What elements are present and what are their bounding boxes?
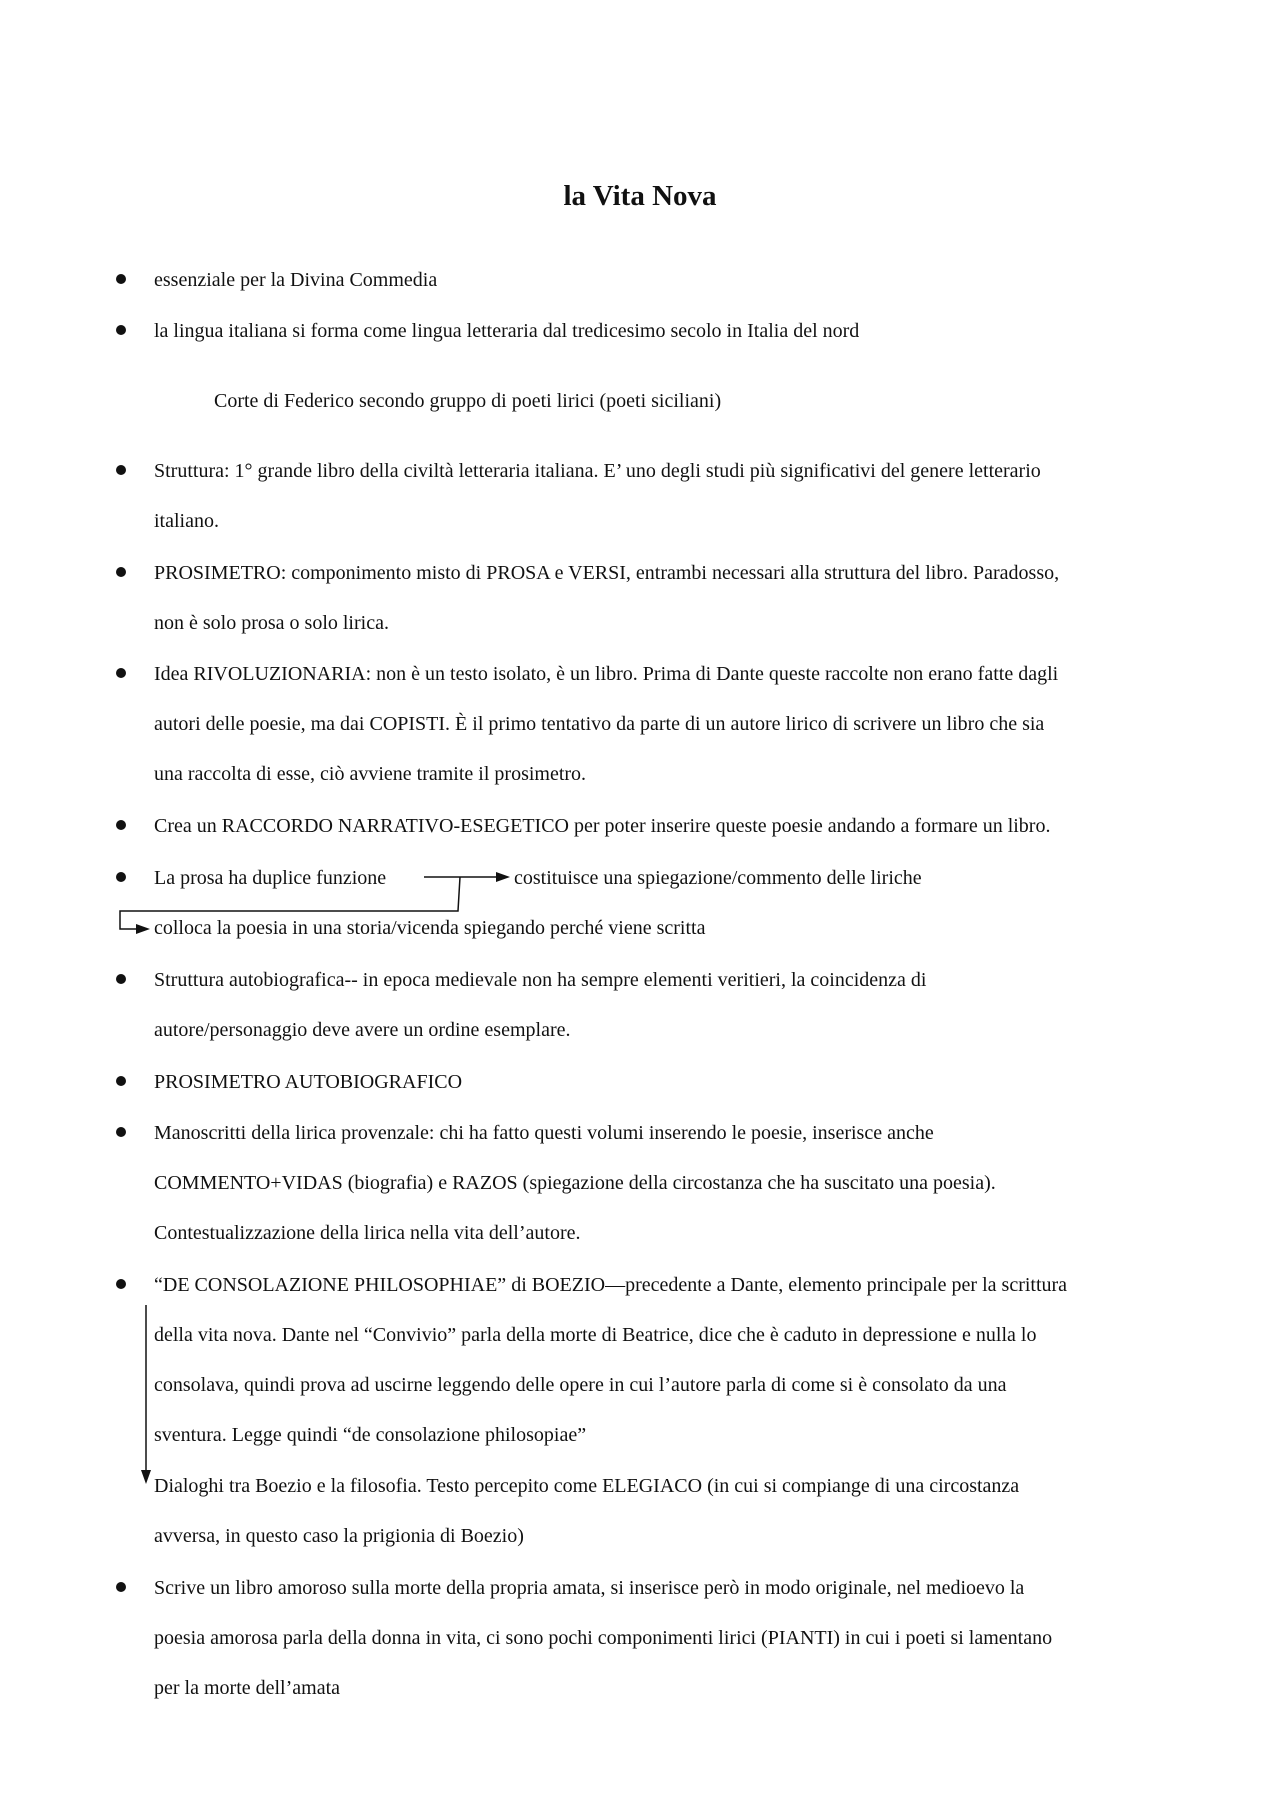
arrowhead-icon bbox=[496, 872, 510, 882]
text-line: colloca la poesia in una storia/vicenda spiegando perché viene scritta bbox=[154, 917, 706, 939]
text-line: “DE CONSOLAZIONE PHILOSOPHIAE” di BOEZIO—precedente a Dante, elemento principale per la scrittura bbox=[154, 1274, 1068, 1296]
text-line: PROSIMETRO: componimento misto di PROSA e VERSI, entrambi necessari alla struttura del libro. Paradosso, bbox=[154, 562, 1060, 584]
text-line: costituisce una spiegazione/commento delle liriche bbox=[514, 867, 922, 889]
arrowhead-icon bbox=[136, 924, 150, 934]
text-line: la lingua italiana si forma come lingua letteraria dal tredicesimo secolo in Italia del nord bbox=[154, 320, 860, 342]
branch-connector-icon bbox=[120, 877, 460, 929]
page-title: la Vita Nova bbox=[563, 180, 717, 212]
text-line: una raccolta di esse, ciò avviene tramite il prosimetro. bbox=[154, 763, 587, 785]
text-line: Scrive un libro amoroso sulla morte della propria amata, si inserisce però in modo originale, nel medioevo la bbox=[154, 1577, 1025, 1599]
text-line: Dialoghi tra Boezio e la filosofia. Testo percepito come ELEGIACO (in cui si compiange di una circostanza bbox=[154, 1475, 1020, 1497]
text-line: Struttura autobiografica-- in epoca medievale non ha sempre elementi veritieri, la coincidenza di bbox=[154, 969, 927, 991]
text-line: Struttura: 1° grande libro della civiltà letteraria italiana. E’ uno degli studi più significativi del genere letterario bbox=[154, 460, 1041, 482]
text-line: autore/personaggio deve avere un ordine esemplare. bbox=[154, 1019, 571, 1041]
text-line: Crea un RACCORDO NARRATIVO-ESEGETICO per poter inserire queste poesie andando a formare un libro. bbox=[154, 815, 1051, 837]
text-line: per la morte dell’amata bbox=[154, 1677, 341, 1699]
text-line: Idea RIVOLUZIONARIA: non è un testo isolato, è un libro. Prima di Dante queste raccolte non erano fatte dagli bbox=[154, 663, 1059, 685]
text-line: essenziale per la Divina Commedia bbox=[154, 269, 438, 291]
text-line: della vita nova. Dante nel “Convivio” parla della morte di Beatrice, dice che è caduto in depressione e nulla lo bbox=[154, 1324, 1037, 1346]
text-line: Corte di Federico secondo gruppo di poeti lirici (poeti siciliani) bbox=[214, 390, 722, 412]
arrowhead-icon bbox=[141, 1470, 151, 1484]
text-line: Contestualizzazione della lirica nella vita dell’autore. bbox=[154, 1222, 581, 1244]
text-line: PROSIMETRO AUTOBIOGRAFICO bbox=[154, 1071, 463, 1093]
text-line: consolava, quindi prova ad uscirne leggendo delle opere in cui l’autore parla di come si è consolato da una bbox=[154, 1374, 1007, 1396]
text-line: autori delle poesie, ma dai COPISTI. È il primo tentativo da parte di un autore lirico di scrivere un libro che sia bbox=[154, 713, 1045, 735]
text-line: italiano. bbox=[154, 510, 219, 532]
text-line: sventura. Legge quindi “de consolazione philosopiae” bbox=[154, 1424, 587, 1446]
text-line: La prosa ha duplice funzione bbox=[154, 867, 387, 889]
text-line: Manoscritti della lirica provenzale: chi ha fatto questi volumi inserendo le poesie, inserisce anche bbox=[154, 1122, 934, 1144]
text-line: poesia amorosa parla della donna in vita, ci sono pochi componimenti lirici (PIANTI) in cui i poeti si lamentano bbox=[154, 1627, 1053, 1649]
text-line: non è solo prosa o solo lirica. bbox=[154, 612, 389, 634]
text-line: COMMENTO+VIDAS (biografia) e RAZOS (spiegazione della circostanza che ha suscitato una poesia). bbox=[154, 1172, 996, 1194]
text-line: avversa, in questo caso la prigionia di Boezio) bbox=[154, 1525, 524, 1547]
